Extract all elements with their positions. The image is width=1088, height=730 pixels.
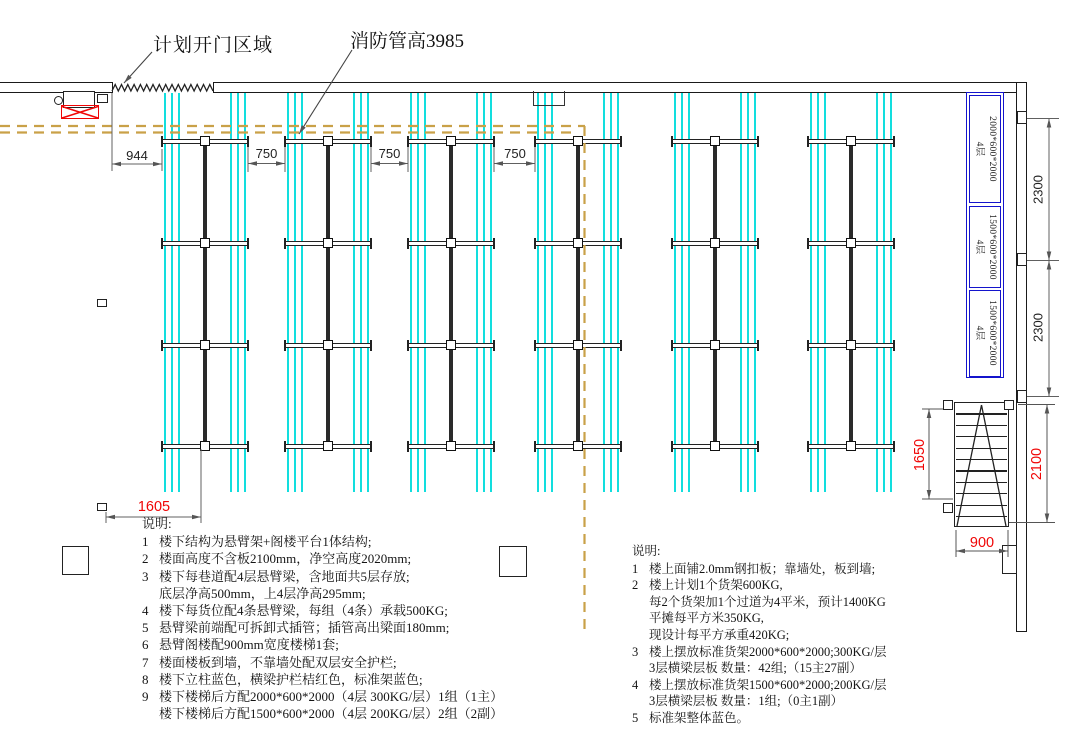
building-column [62, 546, 89, 575]
standard-rack-box [969, 290, 1001, 377]
note-line [142, 602, 503, 619]
note-line [632, 594, 887, 611]
note-text: 楼上摆放标准货架1500*600*2000;200KG/层 [649, 677, 887, 692]
dim-750-text: 750 [378, 146, 401, 161]
note-number: 3 [142, 568, 149, 584]
note-number: 4 [142, 603, 149, 619]
dim-1650-text: 1650 [912, 438, 928, 472]
building-column [499, 546, 527, 577]
rack-layers-label: 4层 [974, 325, 984, 341]
note-text: 楼面楼板到墙，不靠墙处配双层安全护栏; [159, 654, 397, 670]
note-text: 楼面高度不含板2100mm，净空高度2020mm; [159, 551, 412, 567]
note-number [142, 705, 159, 722]
note-line [142, 619, 503, 636]
dim-2100-text: 2100 [1029, 447, 1045, 481]
notes-right-block [632, 543, 887, 727]
note-line [632, 610, 887, 627]
arrowhead-icon [399, 161, 408, 166]
arrowhead-icon [1047, 261, 1052, 270]
door-area-label: 计划开门区域 [153, 35, 274, 56]
note-text: 楼下楼梯后方配1500*600*2000（4层 200KG/层）2组（2副） [159, 706, 504, 722]
stair-anchor-marker [943, 503, 953, 513]
arrowhead-icon [1047, 252, 1052, 261]
fire-pipe-leader [299, 50, 352, 134]
note-text: 楼下结构为悬臂架+阁楼平台1体结构; [159, 534, 372, 550]
note-number [632, 627, 649, 644]
note-text: 楼下每巷道配4层悬臂梁，含地面共5层存放; [159, 568, 410, 584]
wall-column-marker [1017, 111, 1027, 124]
note-text: 楼上计划1个货架600KG, [649, 578, 783, 593]
arrowhead-icon [526, 161, 535, 166]
dim-2300-text: 2300 [1030, 175, 1046, 204]
notes-right-title: 说明: [632, 544, 661, 558]
note-line [632, 693, 887, 710]
note-text: 楼下楼梯后方配2000*600*2000（4层 300KG/层）1组（1主） [159, 689, 504, 705]
note-line [632, 561, 887, 578]
stair-anchor-marker [1004, 400, 1014, 410]
dim-2300-lines [1022, 119, 1059, 397]
crossbox-x-icon [62, 107, 98, 119]
note-line [142, 654, 503, 671]
note-text: 平摊每平方米350KG, [649, 611, 764, 626]
note-number [632, 660, 649, 677]
note-line [142, 636, 503, 653]
note-number: 2 [142, 551, 149, 567]
note-number: 5 [142, 620, 149, 636]
note-number: 4 [632, 677, 639, 692]
standard-rack-box-text [972, 206, 998, 288]
arrowhead-icon [106, 515, 115, 520]
stair-anchor-marker [943, 400, 953, 410]
note-line [632, 677, 887, 694]
note-line [632, 660, 887, 677]
note-number [142, 585, 159, 602]
arrowhead-icon [276, 161, 285, 166]
note-number: 8 [142, 671, 149, 687]
note-number [632, 693, 649, 710]
notes-left-block [142, 515, 503, 722]
standard-rack-box-text [972, 290, 998, 377]
note-number [632, 610, 649, 627]
note-line [632, 710, 887, 727]
standard-rack-box [969, 95, 1001, 203]
note-number: 1 [632, 561, 639, 576]
dim-750-text: 750 [255, 146, 278, 161]
note-text: 楼上摆放标准货架2000*600*2000;300KG/层 [649, 644, 887, 659]
note-number: 5 [632, 710, 639, 725]
wall-column-marker [1017, 253, 1027, 266]
note-text: 悬臂阁楼配900mm宽度楼梯1套; [159, 637, 339, 653]
arrowhead-icon [1047, 388, 1052, 397]
arrowhead-icon [494, 161, 503, 166]
arrowhead-icon [1047, 119, 1052, 128]
note-number [632, 594, 649, 611]
standard-rack-box-text [972, 95, 998, 203]
notes-left-title: 说明: [142, 516, 172, 531]
note-text: 悬臂梁前端配可拆卸式插管；插管高出梁面180mm; [159, 620, 450, 636]
note-text: 3层横梁层板 数量：1组;（0主1副） [649, 694, 844, 709]
rack-size-label: 2000*600*2000 [987, 116, 997, 182]
note-number: 3 [632, 644, 639, 659]
dim-944-text: 944 [126, 148, 148, 163]
note-line [142, 550, 503, 567]
left-edge-marker [97, 503, 107, 511]
rack-size-label: 1500*600*2000 [987, 300, 997, 366]
dim-750-text: 750 [504, 146, 526, 161]
dim-1605-text: 1605 [137, 499, 171, 515]
note-number: 6 [142, 637, 149, 653]
arrowhead-icon [299, 125, 306, 134]
standard-rack-box [969, 206, 1001, 288]
rack-layers-label: 4层 [974, 239, 984, 254]
arrowhead-icon [927, 490, 932, 499]
notes-right-rows [632, 561, 887, 727]
notes-left-rows [142, 533, 503, 722]
note-line [142, 688, 503, 705]
dim-2300-text: 2300 [1030, 313, 1046, 342]
note-text: 现设计每平方承重420KG; [649, 627, 790, 642]
wall-column-marker [1017, 390, 1027, 403]
arrowhead-icon [927, 409, 932, 418]
dim-900-text: 900 [969, 535, 995, 551]
note-number: 9 [142, 689, 149, 705]
note-line [142, 533, 503, 550]
note-line [142, 585, 503, 602]
rack-layers-label: 4层 [974, 141, 984, 157]
arrowhead-icon [1045, 514, 1050, 523]
rack-size-label: 1500*600*2000 [987, 213, 997, 280]
note-line [632, 627, 887, 644]
dimension-arrowheads [106, 75, 1051, 554]
note-number: 7 [142, 654, 149, 670]
fire-pipe-label: 消防管高3985 [350, 31, 465, 52]
note-text: 楼上面铺2.0mm钢扣板；靠墙处，板到墙; [649, 561, 876, 576]
door-opening-zigzag [112, 85, 213, 92]
arrowhead-icon [1045, 405, 1050, 414]
note-text: 每2个货架加1个过道为4平米，预计1400KG [649, 594, 886, 609]
note-line [632, 577, 887, 594]
note-text: 楼下立柱蓝色，横梁护栏桔红色，标准架蓝色; [159, 671, 423, 687]
arrowhead-icon [248, 161, 257, 166]
note-line [142, 568, 503, 585]
note-number: 2 [632, 578, 639, 593]
left-edge-marker [97, 299, 107, 307]
note-text: 3层横梁层板 数量：42组;（15主27副） [649, 661, 862, 676]
note-text: 楼下每货位配4条悬臂梁，每组（4条）承载500KG; [159, 603, 448, 619]
staircase [954, 402, 1009, 527]
note-text: 标准架整体蓝色。 [649, 710, 750, 725]
note-line [142, 671, 503, 688]
note-number: 1 [142, 534, 149, 550]
note-line [142, 705, 503, 722]
note-line [632, 644, 887, 661]
note-text: 底层净高500mm，上4层净高295mm; [159, 585, 366, 601]
arrowhead-icon [371, 161, 380, 166]
